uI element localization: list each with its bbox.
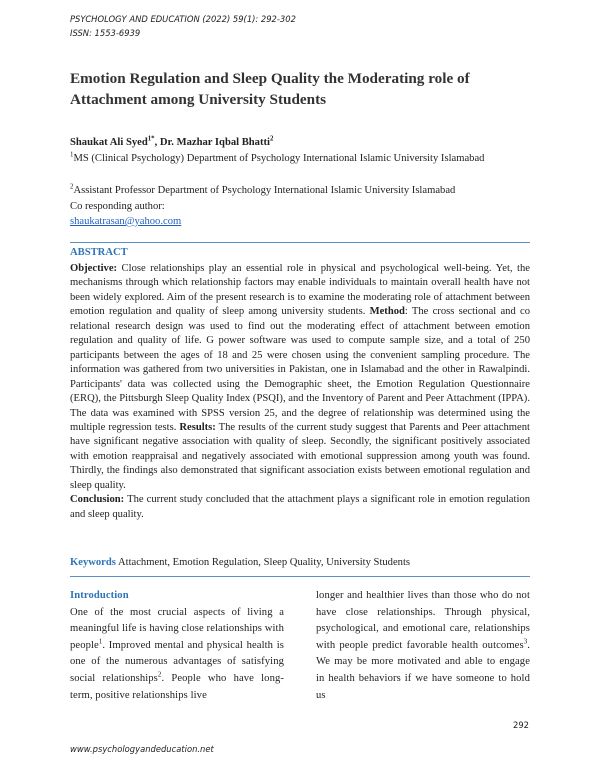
citation-1: 1 bbox=[98, 638, 103, 646]
intro-right-column bbox=[316, 588, 530, 704]
intro-text-b: . Improved mental and physical health is one of the numerous advantages of satisfying social relationships bbox=[70, 639, 284, 684]
objective-text: Close relationships play an essential role in physical and psychological well-being. Yet, the mechanisms through which relationship factors may enable individuals to maintain overall health have not been widely explored. Aim of the present research is to examine the moderating role of attachment between emotion regulation and quality of sleep among university students. bbox=[70, 263, 530, 318]
abstract-heading: ABSTRACT bbox=[70, 247, 128, 258]
conclusion-text: The current study concluded that the attachment plays a significant role in emotion regulation and sleep quality. bbox=[70, 494, 530, 520]
journal-header: PSYCHOLOGY AND EDUCATION (2022) 59(1): 292-302 bbox=[70, 14, 296, 24]
conclusion-label: Conclusion: bbox=[70, 494, 125, 506]
citation-2: 2 bbox=[157, 671, 162, 679]
affiliation-2-marker: 2 bbox=[70, 183, 74, 191]
objective-label: Objective: bbox=[70, 263, 118, 274]
title-line-2: Attachment among University Students bbox=[70, 91, 327, 108]
paper-title bbox=[70, 68, 540, 110]
corresponding-author-label: Co responding author: bbox=[70, 201, 165, 212]
corresponding-email-link[interactable]: shaukatrasan@yahoo.com bbox=[70, 216, 182, 227]
method-label: Method bbox=[369, 306, 405, 318]
author-list bbox=[70, 137, 273, 148]
author-1-marker: 1* bbox=[147, 135, 155, 143]
author-2-marker: 2 bbox=[269, 135, 274, 143]
author-2: Dr. Mazhar Iqbal Bhatti bbox=[159, 137, 270, 148]
keywords-label: Keywords bbox=[70, 557, 116, 568]
abstract-top-rule bbox=[70, 242, 530, 243]
affiliation-1-text: MS (Clinical Psychology) Department of Psychology International Islamic University Islamabad bbox=[73, 153, 485, 164]
affiliation-1-marker: 1 bbox=[70, 151, 74, 159]
keywords-line bbox=[70, 557, 530, 568]
issn-header: ISSN: 1553-6939 bbox=[70, 28, 141, 38]
footer-url: www.psychologyandeducation.net bbox=[70, 744, 214, 754]
intro-text-a: One of the most crucial aspects of living a meaningful life is having close relationships with people bbox=[70, 606, 284, 651]
results-text: The results of the current study suggest that Parents and Peer attachment have significant negative association with quality of sleep. Secondly, the significant positively associated with emotion reappraisal and negatively associated with emotional suppression among youth was found. Thirdly, the findings also demonstrated that significant association exists between emotional regulation and sleep quality. bbox=[70, 421, 530, 491]
results-label: Results: bbox=[179, 421, 216, 433]
affiliation-2-text: Assistant Professor Department of Psychology International Islamic University Islamabad bbox=[73, 185, 456, 196]
affiliation-2 bbox=[70, 184, 532, 198]
author-1: Shaukat Ali Syed bbox=[70, 137, 148, 148]
affiliation-1 bbox=[70, 152, 532, 166]
page-number: 292 bbox=[513, 720, 529, 730]
method-text: : The cross sectional and co relational research design was used to find out the moderating effect of attachment between emotion regulation and quality of life. G power software was used to compute sample size, and a total of 250 participants between the ages of 18 and 25 were chosen using the convenient sampling procedure. The information was gathered from two universities in Pakistan, one in Islamabad and the other in Rawalpindi. Participants' data was collected using the Demographic sheet, the Emotion Regulation Questionnaire (ERQ), the Pittsburgh Sleep Quality Index (PSQI), and the Inventory of Parent and Peer Attachment (IPPA). The data was examined with SPSS version 25, and the degree of relationship was determined using the multiple regression tests. bbox=[70, 306, 531, 433]
keywords-text: Attachment, Emotion Regulation, Sleep Quality, University Students bbox=[115, 557, 411, 568]
intro-left-column bbox=[70, 588, 284, 704]
title-line-1: Emotion Regulation and Sleep Quality the Moderating role of bbox=[70, 70, 470, 87]
citation-3: 3 bbox=[523, 638, 528, 646]
intro-text-e: . We may be more motivated and able to engage in health behaviors if we have someone to hold us bbox=[316, 639, 530, 701]
intro-text-d: longer and healthier lives than those who do not have close relationships. Through physical, psychological, and emotional care, relationships with people predict favorable health outcomes bbox=[316, 590, 530, 651]
author-separator: , bbox=[154, 137, 160, 148]
abstract-body bbox=[70, 262, 530, 522]
introduction-heading: Introduction bbox=[70, 590, 129, 601]
abstract-bottom-rule bbox=[70, 576, 530, 577]
intro-text-c: . People who have long-term, positive relationships live bbox=[70, 672, 284, 701]
